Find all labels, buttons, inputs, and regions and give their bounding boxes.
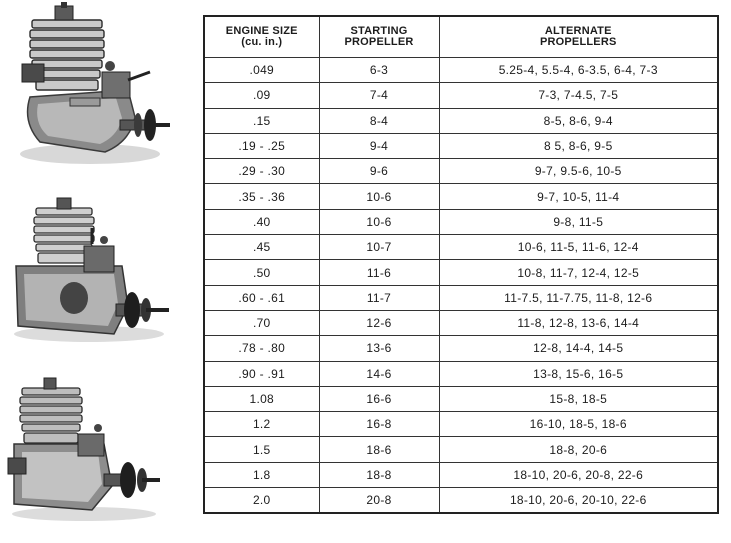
starting-propeller-cell: 9-4: [319, 133, 439, 158]
alternate-propellers-cell: 18-8, 20-6: [439, 437, 718, 462]
engine-size-cell: .78 - .80: [204, 336, 319, 361]
table-row: [204, 184, 718, 209]
alternate-propellers-cell: 7-3, 7-4.5, 7-5: [439, 83, 718, 108]
alternate-propellers-cell: 9-8, 11-5: [439, 209, 718, 234]
engine-size-cell: .60 - .61: [204, 285, 319, 310]
alternate-propellers-cell: 18-10, 20-6, 20-8, 22-6: [439, 462, 718, 487]
table-row: [204, 336, 718, 361]
starting-propeller-cell: 6-3: [319, 58, 439, 83]
header-starting-propeller: [319, 16, 439, 58]
engine-photo-icon: [4, 374, 179, 524]
engine-size-cell: .049: [204, 58, 319, 83]
engine-photo-icon: [4, 196, 184, 346]
engine-size-cell: 1.8: [204, 462, 319, 487]
starting-propeller-cell: 7-4: [319, 83, 439, 108]
alternate-propellers-cell: 9-7, 10-5, 11-4: [439, 184, 718, 209]
alternate-propellers-cell: 16-10, 18-5, 18-6: [439, 412, 718, 437]
starting-propeller-cell: 16-6: [319, 386, 439, 411]
engine-size-cell: .15: [204, 108, 319, 133]
starting-propeller-cell: 9-6: [319, 159, 439, 184]
engine-size-cell: .40: [204, 209, 319, 234]
table-row: [204, 310, 718, 335]
starting-propeller-cell: 18-8: [319, 462, 439, 487]
engine-size-cell: .29 - .30: [204, 159, 319, 184]
alternate-propellers-cell: 15-8, 18-5: [439, 386, 718, 411]
engine-size-cell: .50: [204, 260, 319, 285]
table-row: [204, 209, 718, 234]
header-alternate-line1: ALTERNATE: [544, 25, 612, 37]
starting-propeller-cell: 11-6: [319, 260, 439, 285]
table-row: [204, 260, 718, 285]
table-row: [204, 58, 718, 83]
alternate-propellers-cell: 10-6, 11-5, 11-6, 12-4: [439, 235, 718, 260]
table-row: [204, 83, 718, 108]
header-engine-size-line2: (cu. in.): [241, 36, 283, 48]
starting-propeller-cell: 10-6: [319, 184, 439, 209]
engine-size-cell: .70: [204, 310, 319, 335]
table-row: [204, 108, 718, 133]
alternate-propellers-cell: 8 5, 8-6, 9-5: [439, 133, 718, 158]
engine-size-cell: 1.5: [204, 437, 319, 462]
alternate-propellers-cell: 11-8, 12-8, 13-6, 14-4: [439, 310, 718, 335]
starting-propeller-cell: 10-7: [319, 235, 439, 260]
table-row: [204, 235, 718, 260]
engine-size-cell: .19 - .25: [204, 133, 319, 158]
table-header-row: [204, 16, 718, 58]
propeller-chart-table: [203, 15, 719, 514]
engine-size-cell: .35 - .36: [204, 184, 319, 209]
table-row: [204, 412, 718, 437]
alternate-propellers-cell: 12-8, 14-4, 14-5: [439, 336, 718, 361]
engine-size-cell: 1.08: [204, 386, 319, 411]
alternate-propellers-cell: 10-8, 11-7, 12-4, 12-5: [439, 260, 718, 285]
alternate-propellers-cell: 5.25-4, 5.5-4, 6-3.5, 6-4, 7-3: [439, 58, 718, 83]
table-row: [204, 437, 718, 462]
engine-size-cell: .45: [204, 235, 319, 260]
table-row: [204, 488, 718, 514]
alternate-propellers-cell: 9-7, 9.5-6, 10-5: [439, 159, 718, 184]
starting-propeller-cell: 20-8: [319, 488, 439, 514]
starting-propeller-cell: 16-8: [319, 412, 439, 437]
alternate-propellers-cell: 18-10, 20-6, 20-10, 22-6: [439, 488, 718, 514]
starting-propeller-cell: 14-6: [319, 361, 439, 386]
header-engine-size-line1: ENGINE SIZE: [225, 25, 298, 37]
table-row: [204, 361, 718, 386]
starting-propeller-cell: 11-7: [319, 285, 439, 310]
starting-propeller-cell: 12-6: [319, 310, 439, 335]
engine-photo-icon: [10, 2, 185, 172]
starting-propeller-cell: 10-6: [319, 209, 439, 234]
engine-size-cell: .90 - .91: [204, 361, 319, 386]
starting-propeller-cell: 13-6: [319, 336, 439, 361]
header-starting-line1: STARTING: [350, 25, 408, 37]
engine-size-cell: 1.2: [204, 412, 319, 437]
engine-size-cell: 2.0: [204, 488, 319, 514]
header-alternate-line2: PROPELLERS: [539, 36, 617, 48]
table-row: [204, 462, 718, 487]
table-row: [204, 285, 718, 310]
engine-photos: [0, 0, 200, 543]
alternate-propellers-cell: 13-8, 15-6, 16-5: [439, 361, 718, 386]
starting-propeller-cell: 18-6: [319, 437, 439, 462]
alternate-propellers-cell: 8-5, 8-6, 9-4: [439, 108, 718, 133]
table-row: [204, 133, 718, 158]
table-row: [204, 159, 718, 184]
table-row: [204, 386, 718, 411]
header-starting-line2: PROPELLER: [344, 36, 414, 48]
engine-size-cell: .09: [204, 83, 319, 108]
starting-propeller-cell: 8-4: [319, 108, 439, 133]
header-engine-size: [204, 16, 319, 58]
alternate-propellers-cell: 11-7.5, 11-7.75, 11-8, 12-6: [439, 285, 718, 310]
header-alternate-propellers: [439, 16, 718, 58]
